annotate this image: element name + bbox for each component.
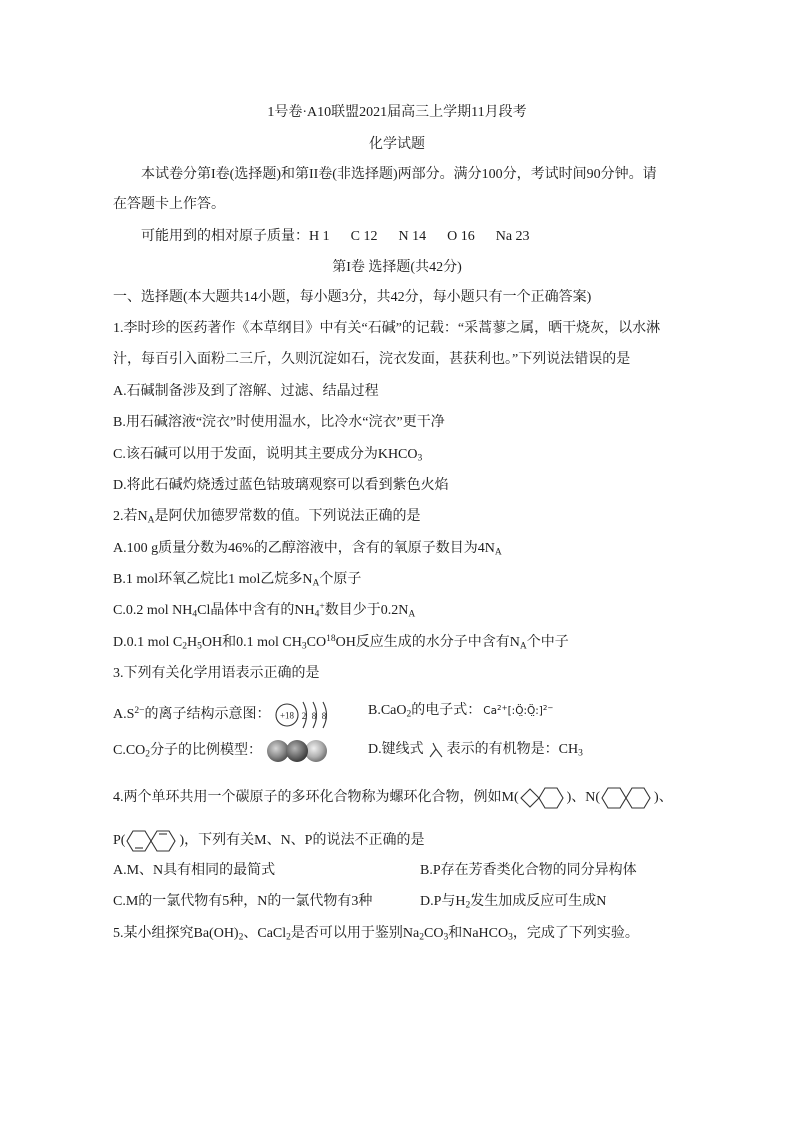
q3-option-d bbox=[368, 739, 583, 761]
text-run: C.CO bbox=[113, 743, 146, 759]
subscript: 2 bbox=[465, 900, 471, 911]
n-right-ring bbox=[626, 788, 650, 808]
q4-stem-line-1 bbox=[113, 785, 673, 807]
m-small-ring bbox=[521, 789, 539, 807]
atomic-masses bbox=[141, 226, 551, 248]
subscript: 2 bbox=[419, 932, 425, 943]
text-run: 1.李时珍的医药著作《本草纲目》中有关“石碱”的记载：“采蒿蓼之属，晒干烧灰，以水淋 bbox=[113, 321, 661, 336]
q3-option-a-text bbox=[113, 707, 271, 722]
text-run: 发生加成反应可生成N bbox=[470, 894, 607, 909]
text-run: B.1 mol环氧乙烷比1 mol乙烷多N bbox=[113, 572, 313, 587]
bond-line-formula-icon bbox=[428, 741, 444, 759]
text-run: A.100 g质量分数为46%的乙醇溶液中，含有的氧原子数目为4N bbox=[113, 541, 495, 556]
subscript: A bbox=[312, 578, 320, 589]
text-run: C.该石碱可以用于发面，说明其主要成分为KHCO bbox=[113, 447, 418, 462]
s2-ion-structure-diagram bbox=[275, 700, 333, 730]
q3-option-b bbox=[368, 700, 553, 722]
shell-electrons-3: 8 bbox=[321, 711, 326, 721]
q3-option-d-text-after bbox=[447, 742, 583, 757]
text-run: 的离子结构示意图： bbox=[144, 707, 271, 723]
q2-option-c bbox=[113, 600, 415, 622]
text-run: OH和0.1 mol CH bbox=[201, 635, 302, 650]
spiro-compound-m-structure bbox=[519, 785, 567, 811]
notes-line-1: 本试卷分第I卷(选择题)和第II卷(非选择题)两部分。满分100分，考试时间90分钟。请 bbox=[141, 167, 657, 182]
text-run: )，下列有关M、N、P的说法不正确的是 bbox=[179, 833, 425, 849]
subscript: 2 bbox=[145, 749, 151, 760]
text-run: 、CaCl bbox=[243, 926, 287, 941]
text-run: OH反应生成的水分子中含有N bbox=[335, 635, 520, 650]
subscript: 2 bbox=[406, 709, 412, 720]
text-run: Ca bbox=[483, 705, 498, 717]
shell-electrons-2: 8 bbox=[311, 711, 316, 721]
text-run: Cl晶体中含有的NH bbox=[197, 603, 315, 618]
text-run: P( bbox=[113, 833, 126, 849]
oxygen-sphere-left bbox=[267, 740, 289, 762]
bond-line-skeleton bbox=[430, 743, 442, 757]
text-run: A.M、N具有相同的最简式 bbox=[113, 863, 276, 878]
n-left-ring bbox=[602, 788, 626, 808]
text-run: 是阿伏加德罗常数的值。下列说法正确的是 bbox=[154, 509, 421, 524]
atomic-mass-n: N 14 bbox=[398, 229, 427, 244]
atomic-mass-na: Na 23 bbox=[495, 229, 530, 244]
superscript: + bbox=[319, 601, 325, 612]
subject-title: 化学试题 bbox=[369, 137, 425, 152]
text-run: D.键线式 bbox=[368, 742, 424, 757]
q2-option-d bbox=[113, 632, 569, 654]
q4-stem-line-2-part-b bbox=[179, 833, 424, 848]
q4-stem-line-2-part-a bbox=[113, 833, 125, 848]
q4-stem-line-1-part-a bbox=[113, 790, 519, 805]
text-run: 是否可以用于鉴别Na bbox=[290, 926, 420, 941]
subscript: 4 bbox=[192, 609, 198, 620]
text-run: )、 bbox=[654, 790, 673, 806]
text-run: H bbox=[187, 635, 198, 650]
nucleus-charge-label: +18 bbox=[279, 710, 294, 721]
q3-option-c-text bbox=[113, 743, 262, 758]
text-run: CO bbox=[424, 926, 444, 941]
superscript: 2− bbox=[542, 703, 554, 713]
subscript: A bbox=[147, 515, 155, 526]
atomic-mass-o: O 16 bbox=[447, 229, 475, 244]
text-run: 数目少于0.2N bbox=[324, 603, 409, 618]
q4-option-a bbox=[113, 860, 275, 882]
text-run: 和NaHCO bbox=[448, 926, 509, 941]
text-run: 2.若N bbox=[113, 509, 148, 524]
text-run: 5.某小组探究Ba(OH) bbox=[113, 926, 239, 941]
subscript: A bbox=[519, 641, 527, 652]
text-run: 个中子 bbox=[526, 635, 569, 650]
subscript: 5 bbox=[197, 641, 202, 652]
text-run: B.P存在芳香类化合物的同分异构体 bbox=[420, 863, 637, 878]
subscript: 2 bbox=[238, 932, 244, 943]
m-six-membered-ring bbox=[539, 788, 563, 808]
part1-instruction: 一、选择题(本大题共14小题，每小题3分，共42分，每小题只有一个正确答案) bbox=[113, 290, 592, 305]
q4-stem-line-1-part-c bbox=[654, 790, 673, 805]
text-run: B.CaO bbox=[368, 703, 407, 718]
text-run: 的电子式： bbox=[411, 703, 482, 718]
q1-option-c bbox=[113, 444, 422, 466]
q2-option-a bbox=[113, 538, 502, 560]
text-run: )、N( bbox=[566, 790, 601, 806]
spiro-compound-p-structure bbox=[125, 828, 179, 854]
superscript: 2− bbox=[134, 705, 145, 716]
subscript: 3 bbox=[578, 748, 583, 759]
subscript: 2 bbox=[286, 932, 291, 943]
subscript: A bbox=[494, 547, 502, 558]
text-run: D.0.1 mol C bbox=[113, 635, 183, 650]
oxygen-sphere-right bbox=[305, 740, 327, 762]
q1-option-d bbox=[113, 475, 449, 497]
q3-option-b-text bbox=[368, 703, 481, 718]
atomic-masses-label: 可能用到的相对原子质量： bbox=[141, 229, 309, 244]
q1-stem-line-2 bbox=[113, 349, 630, 371]
text-run: B.用石碱溶液“浣衣”时使用温水，比冷水“浣衣”更干净 bbox=[113, 415, 445, 430]
q5-stem bbox=[113, 923, 639, 945]
q1-option-a bbox=[113, 381, 379, 403]
text-run: [:Ö̤:Ö̤:] bbox=[507, 705, 543, 717]
subscript: 2 bbox=[182, 641, 187, 652]
q1-stem-line-1 bbox=[113, 318, 660, 340]
q4-option-d bbox=[420, 891, 606, 913]
text-run: 3.下列有关化学用语表示正确的是 bbox=[113, 666, 320, 681]
subscript: 4 bbox=[314, 609, 320, 620]
subscript: 3 bbox=[443, 932, 449, 943]
exam-title: 1号卷·A10联盟2021届高三上学期11月段考 bbox=[267, 105, 527, 120]
subscript: A bbox=[408, 609, 416, 620]
text-run: D.P与H bbox=[420, 894, 466, 909]
text-run: 汁，每百引入面粉二三斤，久则沉淀如石，浣衣发面，甚获利也。”下列说法错误的是 bbox=[113, 352, 631, 367]
text-run: 4.两个单环共用一个碳原子的多环化合物称为螺环化合物，例如M( bbox=[113, 790, 519, 806]
q3-stem bbox=[113, 663, 320, 685]
text-run: CO bbox=[306, 635, 327, 650]
text-run: ，完成了下列实验。 bbox=[512, 926, 639, 941]
text-run: 个原子 bbox=[319, 572, 362, 587]
q4-option-c bbox=[113, 891, 372, 913]
atomic-mass-h: H 1 bbox=[309, 229, 330, 244]
superscript: 18 bbox=[326, 633, 336, 644]
co2-space-filling-model bbox=[266, 739, 328, 763]
superscript: 2+ bbox=[497, 703, 508, 713]
q1-option-b bbox=[113, 412, 445, 434]
text-run: 表示的有机物是：CH bbox=[446, 742, 579, 757]
text-run: 分子的比例模型： bbox=[150, 743, 263, 759]
q3-option-d-text-before bbox=[368, 742, 424, 757]
q3-option-c bbox=[113, 739, 328, 761]
text-run: D.将此石碱灼烧透过蓝色钴玻璃观察可以看到紫色火焰 bbox=[113, 478, 449, 493]
q4-stem-line-1-part-b bbox=[567, 790, 600, 805]
atomic-mass-c: C 12 bbox=[350, 229, 378, 244]
text-run: C.M的一氯代物有5种，N的一氯代物有3种 bbox=[113, 894, 373, 909]
subscript: 3 bbox=[508, 932, 513, 943]
text-run: A.石碱制备涉及到了溶解、过滤、结晶过程 bbox=[113, 384, 379, 399]
spiro-compound-n-structure bbox=[600, 785, 654, 811]
q2-option-b bbox=[113, 569, 361, 591]
carbon-sphere-middle bbox=[286, 740, 308, 762]
q4-option-b bbox=[420, 860, 637, 882]
q2-stem bbox=[113, 506, 421, 528]
text-run: A.S bbox=[113, 707, 135, 723]
notes-line-2: 在答题卡上作答。 bbox=[113, 197, 225, 212]
text-run: C.0.2 mol NH bbox=[113, 603, 193, 618]
q3-option-a bbox=[113, 700, 333, 722]
shell-electrons-1: 2 bbox=[301, 711, 306, 721]
q4-stem-line-2 bbox=[113, 828, 424, 850]
subscript: 3 bbox=[417, 453, 423, 464]
part1-title: 第I卷 选择题(共42分) bbox=[332, 260, 462, 275]
subscript: 3 bbox=[301, 641, 307, 652]
cao2-electron-formula bbox=[483, 705, 553, 717]
